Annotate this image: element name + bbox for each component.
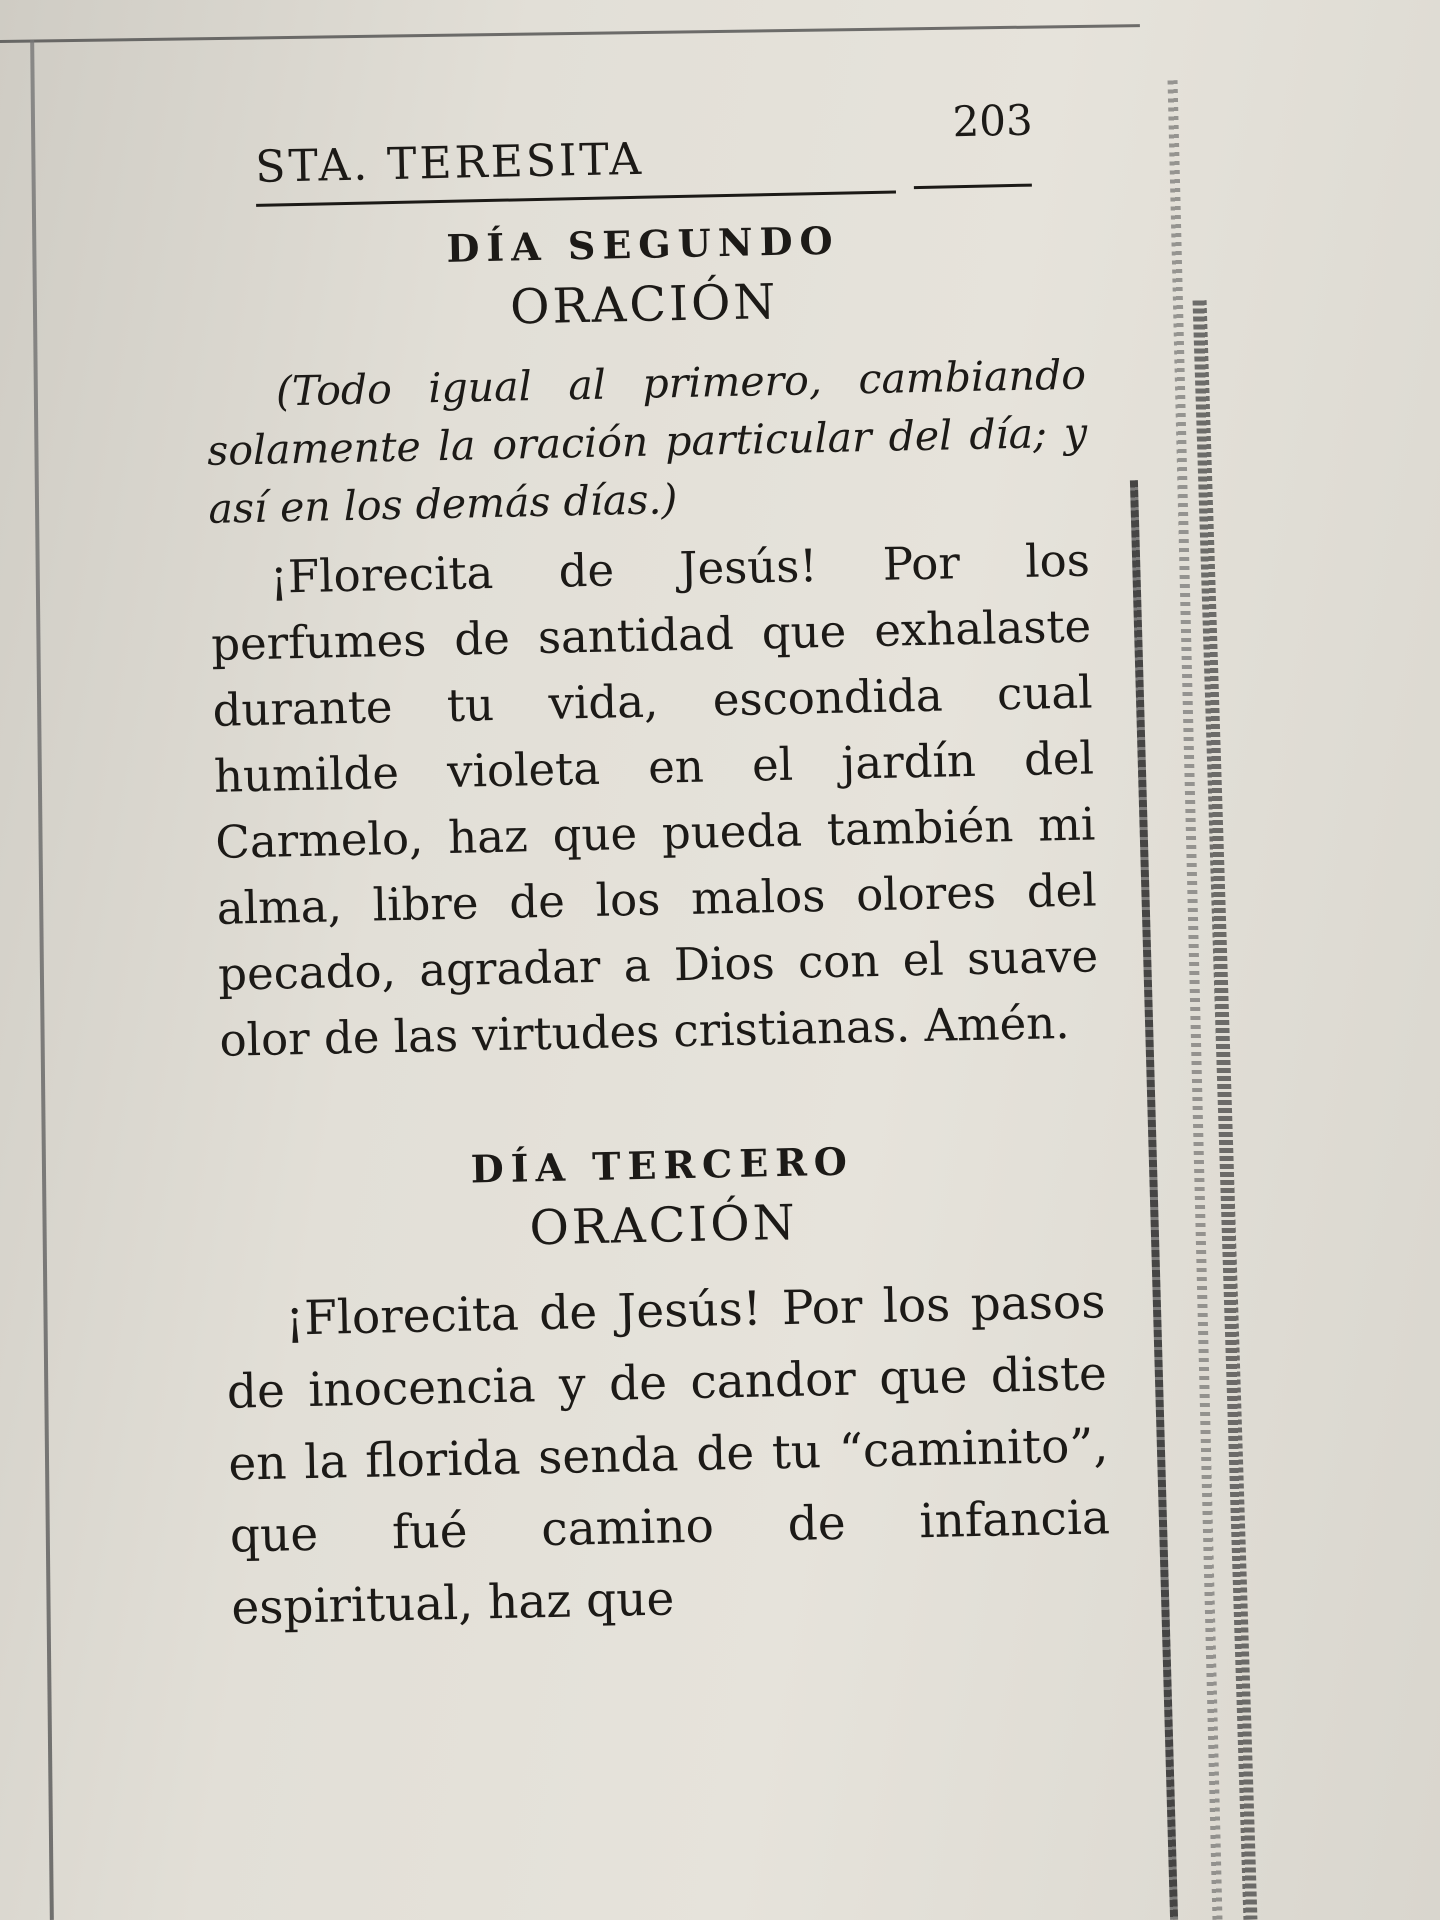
- page-text-block: [200, 87, 1112, 1645]
- day-two-heading: DÍA SEGUNDO: [445, 217, 841, 271]
- day-three-section: [222, 1133, 1112, 1644]
- running-head: [200, 87, 1082, 223]
- page-number-rule: [914, 184, 1032, 189]
- running-title-rule: [256, 190, 896, 206]
- day-two-title: ORACIÓN: [509, 273, 779, 336]
- day-three-prayer: ¡Florecita de Jesús! Por los pasos de inocencia y de candor que diste en la florida senda de tu “caminito”, que fué camino de infancia espiritual, haz que: [226, 1274, 1111, 1636]
- running-title: STA. TERESITA: [254, 133, 645, 193]
- day-three-title: ORACIÓN: [528, 1194, 799, 1257]
- day-two-section: [203, 213, 1100, 1074]
- day-two-prayer: ¡Florecita de Jesús! Por los perfumes de santidad que exhalaste durante tu vida, escondida cual humilde violeta en el jardín del Carmelo, haz que pueda también mi alma, libre de los malos olores del pecado, agradar a Dios con el suave olor de las virtudes cristianas. Amén.: [210, 533, 1099, 1067]
- day-three-heading: DÍA TERCERO: [470, 1138, 855, 1192]
- day-two-rubric: (Todo igual al primero, cambiando solamente la oración particular del día; y así en los demás días.): [206, 350, 1088, 533]
- page-number: 203: [952, 95, 1034, 147]
